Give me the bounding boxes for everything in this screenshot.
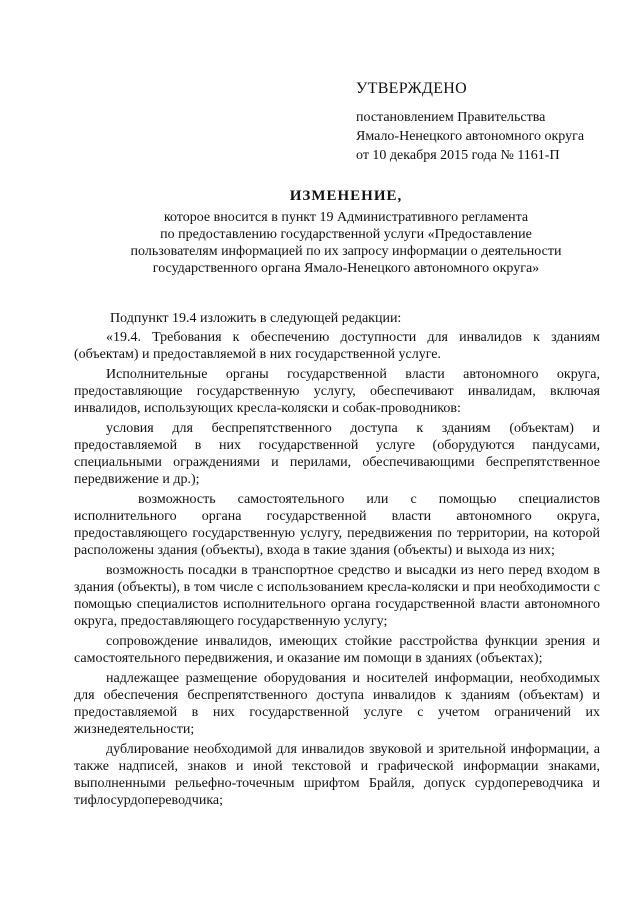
paragraph-equipment: надлежащее размещение оборудования и носителей информации, необходимых для обеспечения беспрепятственного доступа инвалидов к зданиям (объектам) и предоставляемой в них государственной услуге с учетом ограничений их жизнедеятельности; [74,671,600,737]
paragraph-requirements: «19.4. Требования к обеспечению доступности для инвалидов к зданиям (объектам) и предоставляемой в них государственной услуге. [74,330,600,362]
paragraph-transport: возможность посадки в транспортное средство и высадки из него перед входом в здания (объекты), в том числе с использованием кресла-коляски и при необходимости с помощью специалистов исполнительного органа государственной власти автономного округа, предоставляющего государственную услугу; [74,563,600,629]
document-body [74,310,600,812]
heading-line-4: государственного органа Ямало-Ненецкого автономного округа» [152,261,540,276]
approval-line-1: постановлением Правительства [356,110,546,125]
approval-line-2: Ямало-Ненецкого автономного округа [356,129,585,144]
approval-line-3: от 10 декабря 2015 года № 1161-П [356,148,560,163]
approval-title: УТВЕРЖДЕНО [356,80,468,97]
document-title: ИЗМЕНЕНИЕ, [289,188,403,204]
paragraph-escort: сопровождение инвалидов, имеющих стойкие расстройства функции зрения и самостоятельного передвижения, и оказание им помощи в зданиях (объектах); [74,634,600,666]
paragraph-executive-bodies: Исполнительные органы государственной власти автономного округа, предоставляющие государственную услугу, обеспечивают инвалидам, включая инвалидов, использующих кресла-коляски и собак-проводников: [74,367,600,416]
paragraph-movement: возможность самостоятельного или с помощью специалистов исполнительного органа государственной власти автономного округа, предоставляющего государственную услугу, передвижения по территории, на которой расположены здания (объекты), входа в такие здания (объекты) и выхода из них; [74,492,600,558]
heading-line-3: пользователям информацией по их запросу информации о деятельности [130,244,562,259]
paragraph-braille: дублирование необходимой для инвалидов звуковой и зрительной информации, а также надписей, знаков и иной текстовой и графической информации знаками, выполненными рельефно-точечным шрифтом Брайля, допуск сурдопереводчика и тифлосурдопереводчика; [74,742,600,808]
paragraph-intro: Подпункт 19.4 изложить в следующей редакции: [110,311,402,326]
approval-block [356,80,626,165]
heading-line-1: которое вносится в пункт 19 Административного регламента [163,210,529,225]
document-heading [100,188,592,277]
heading-line-2: по предоставлению государственной услуги «Предоставление [160,227,532,242]
paragraph-access-conditions: условия для беспрепятственного доступа к зданиям (объектам) и предоставляемой в них государственной услуге (оборудуются пандусами, специальными ограждениями и перилами, обеспечивающими беспрепятственное передвижение и др.); [74,421,600,487]
